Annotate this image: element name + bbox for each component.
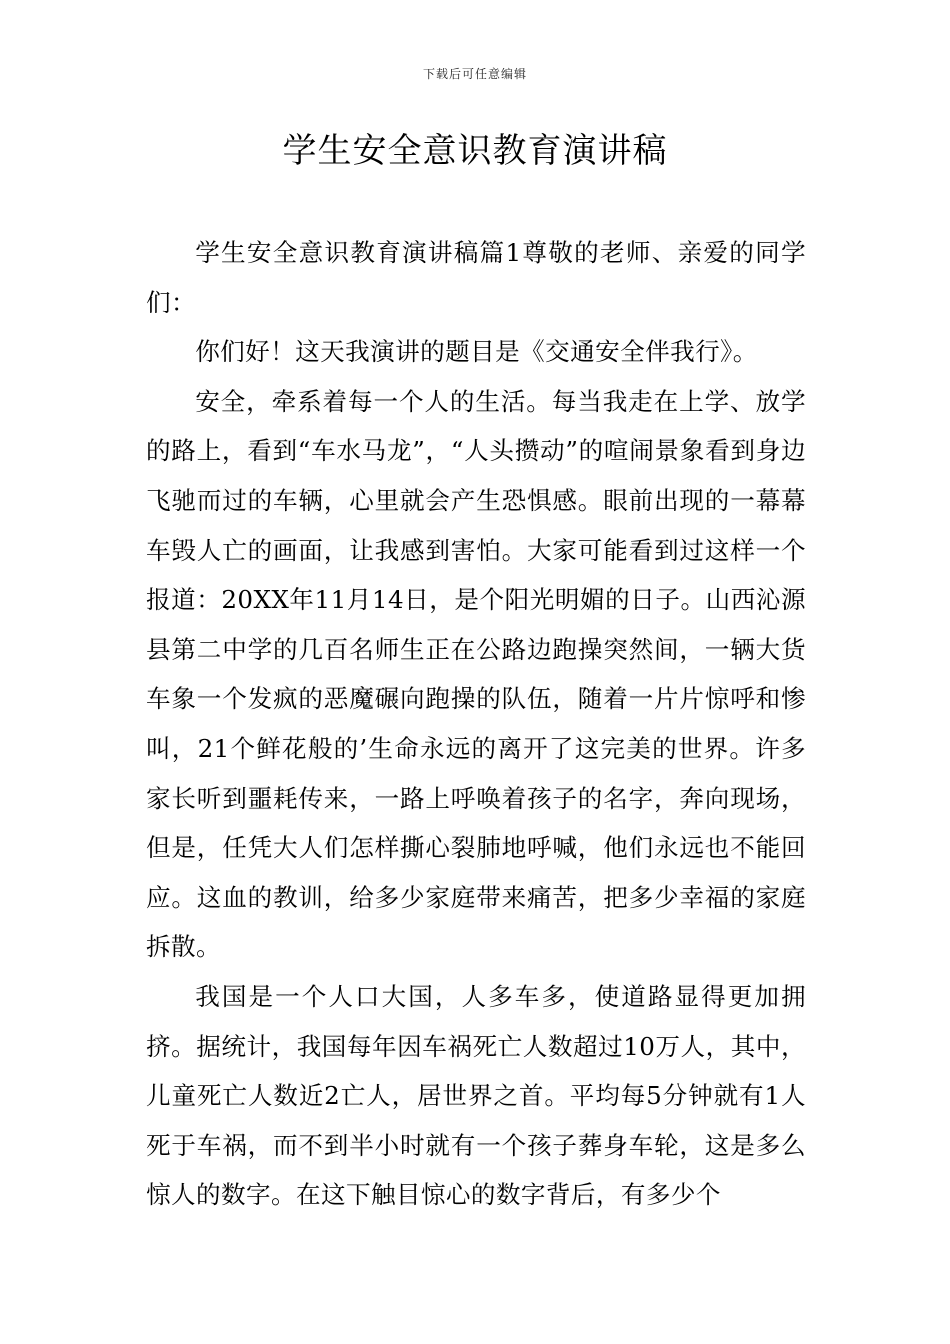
paragraph: 安全，牵系着每一个人的生活。每当我走在上学、放学的路上，看到“车水马龙”，“人头攒动”的喧闹景象看到身边飞驰而过的车辆，心里就会产生恐惧感。眼前出现的一幕幕车毁人亡的画面，让我感到害怕。大家可能看到过这样一个报道：20XX年11月14日，是个阳光明媚的日子。山西沁源县第二中学的几百名师生正在公路边跑操突然间，一辆大货车象一个发疯的恶魔碾向跑操的队伍，随着一片片惊呼和惨叫，21个鲜花般的’生命永远的离开了这完美的世界。许多家长听到噩耗传来，一路上呼唤着孩子的名字，奔向现场，但是，任凭大人们怎样撕心裂肺地呼喊，他们永远也不能回应。这血的教训，给多少家庭带来痛苦，把多少幸福的家庭拆散。	[146, 386, 806, 962]
paragraph: 你们好！这天我演讲的题目是《交通安全伴我行》。	[195, 337, 758, 367]
page-title: 学生安全意识教育演讲稿	[282, 131, 668, 171]
header-note: 下载后可任意编辑	[422, 67, 527, 81]
paragraph: 学生安全意识教育演讲稿篇1尊敬的老师、亲爱的同学们：	[146, 238, 806, 317]
paragraph: 我国是一个人口大国，人多车多，使道路显得更加拥挤。据统计，我国每年因车祸死亡人数超过10万人，其中，儿童死亡人数近2亡人，居世界之首。平均每5分钟就有1人死于车祸，而不到半小时就有一个孩子葬身车轮，这是多么惊人的数字。在这下触目惊心的数字背后，有多少个	[146, 981, 806, 1210]
document-body	[146, 228, 806, 1220]
